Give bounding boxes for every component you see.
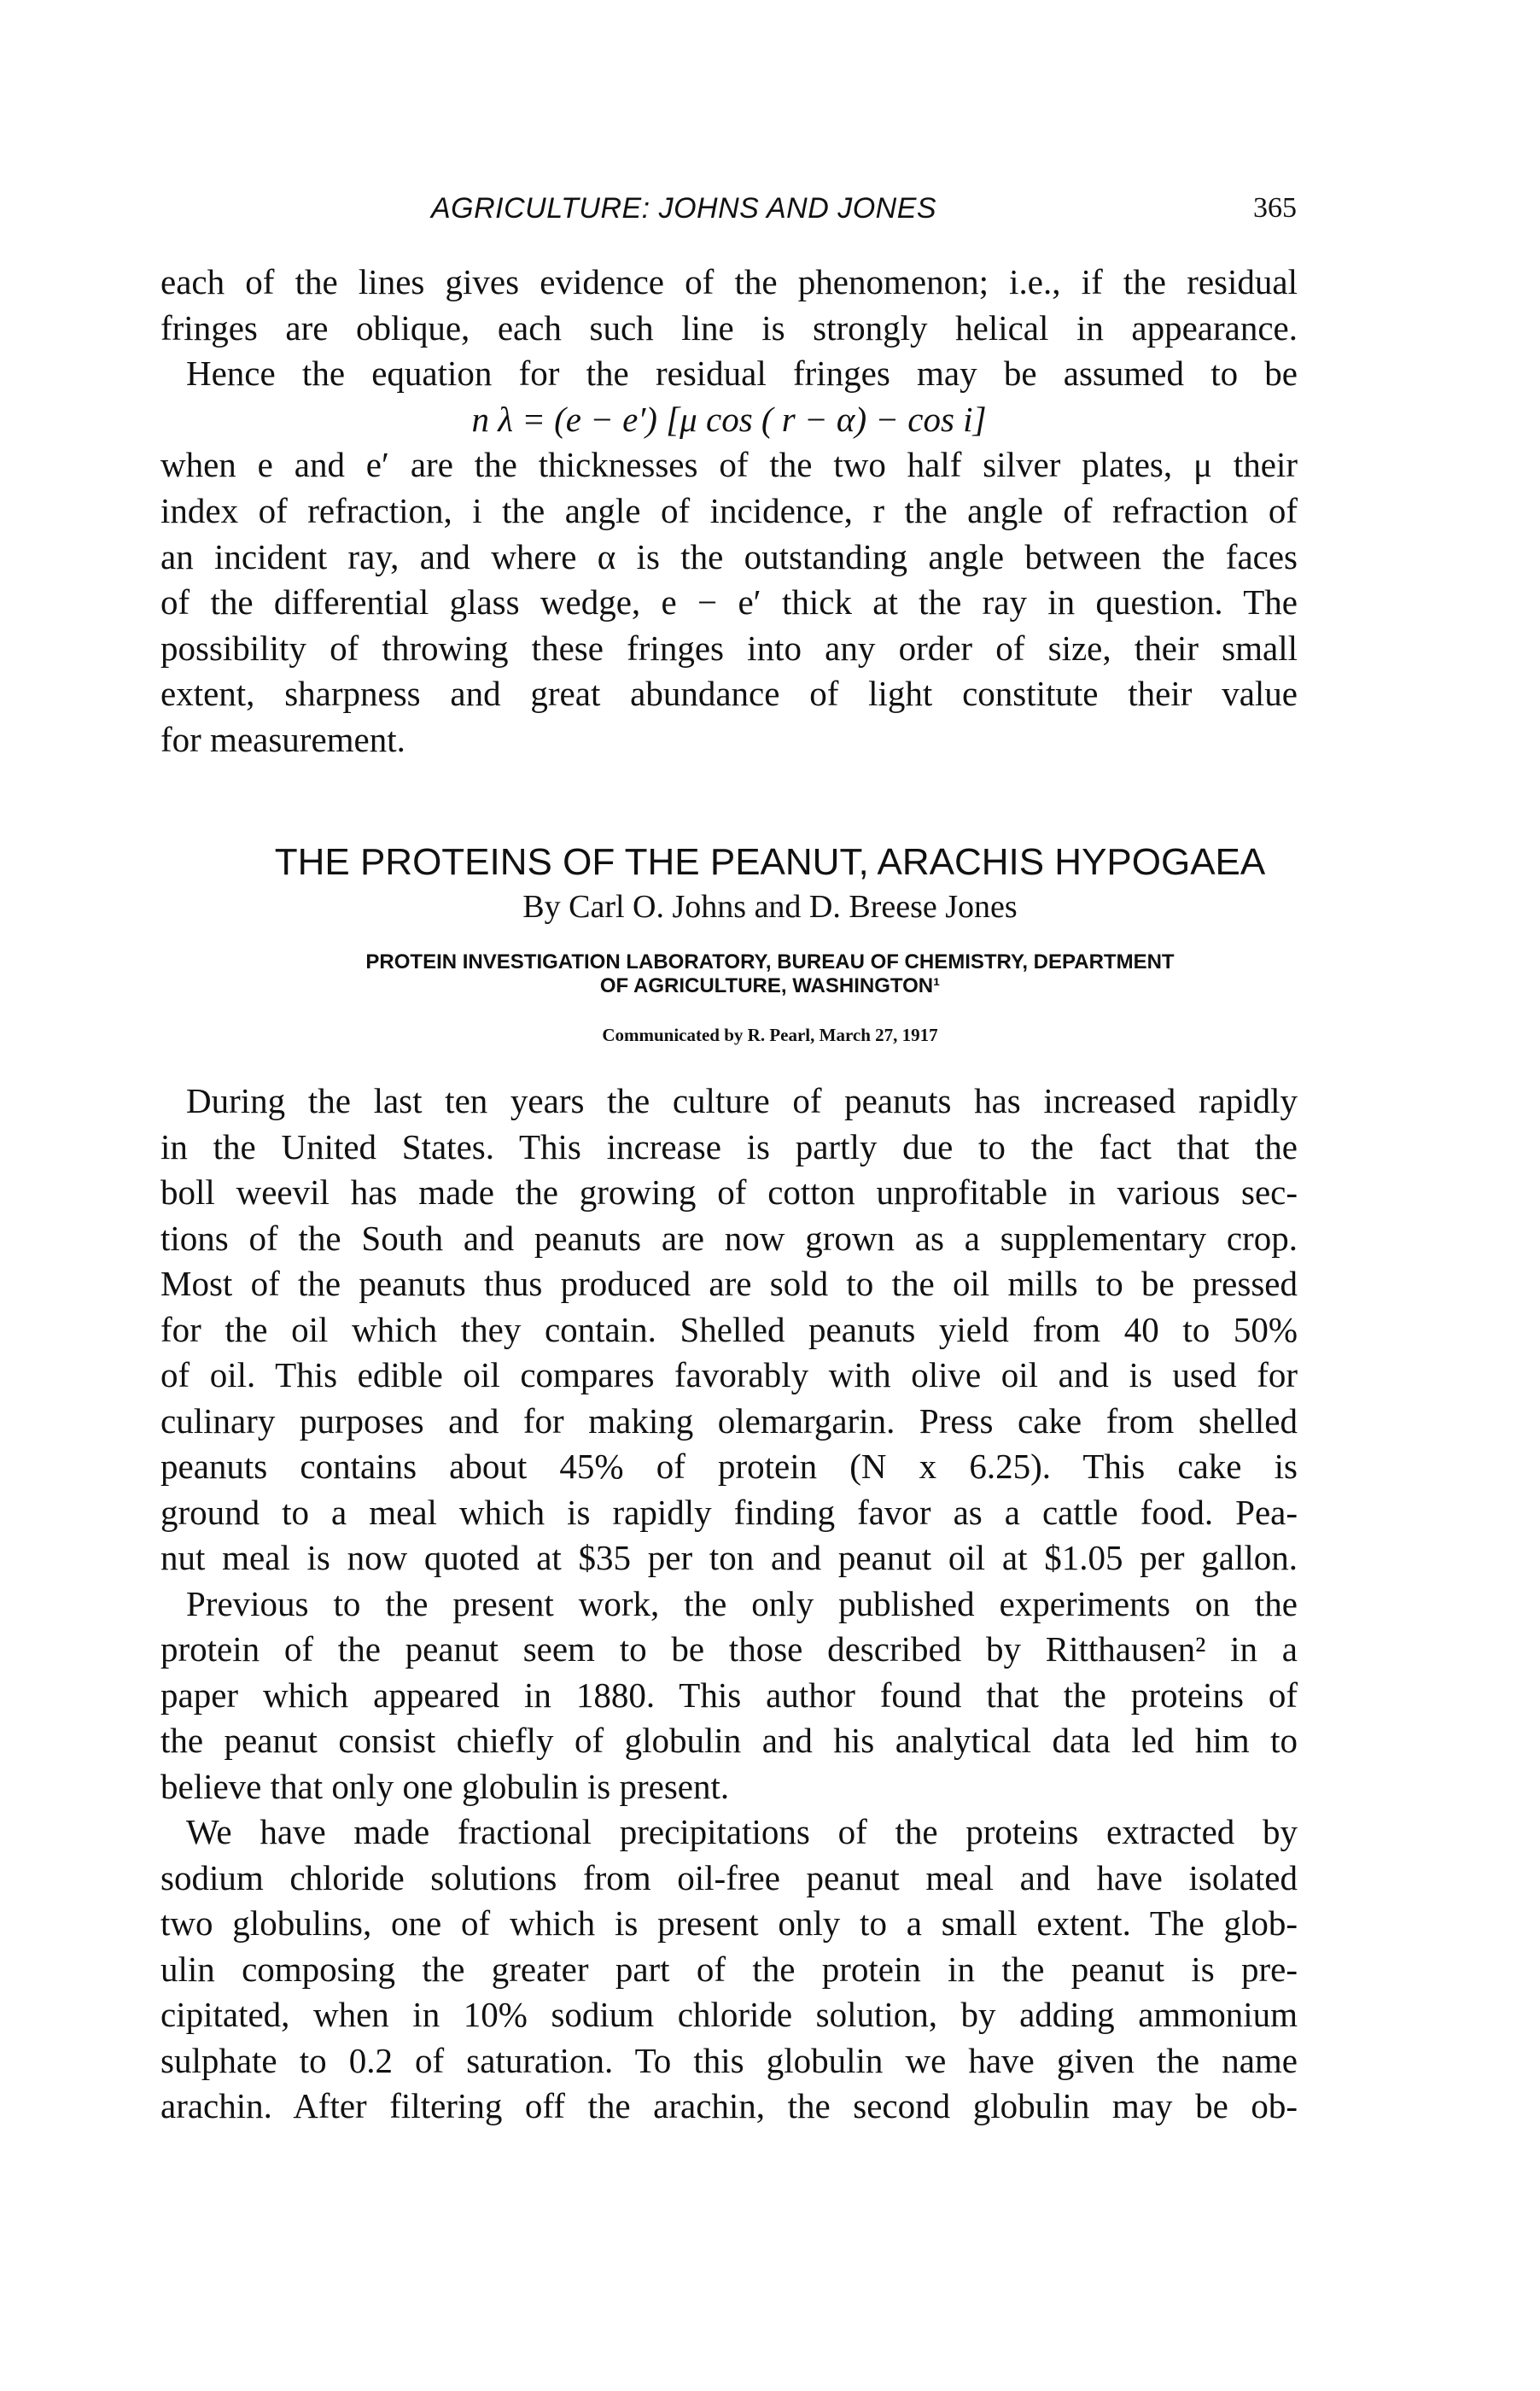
- affiliation-line-1: PROTEIN INVESTIGATION LABORATORY, BUREAU OF CHEMISTRY, DEPARTMENT: [365, 950, 1175, 973]
- equation: n λ = (e − e′) [μ cos ( r − α) − cos i]: [471, 399, 987, 439]
- text-line: Most of the peanuts thus produced are sold to the oil mills to be pressed: [160, 1264, 1298, 1303]
- text-line: Previous to the present work, the only published experiments on the: [186, 1583, 1298, 1623]
- text-line: two globulins, one of which is present only to a small extent. The glob-: [160, 1903, 1298, 1943]
- text-line: arachin. After filtering off the arachin, the second globulin may be ob-: [160, 2086, 1298, 2125]
- text-line: ground to a meal which is rapidly finding favor as a cattle food. Pea-: [160, 1492, 1298, 1532]
- text-line: tions of the South and peanuts are now grown as a supplementary crop.: [160, 1218, 1298, 1258]
- page-number: 365: [1253, 192, 1297, 224]
- text-line: boll weevil has made the growing of cotton unprofitable in various sec-: [160, 1172, 1298, 1212]
- running-head: AGRICULTURE: JOHNS AND JONES: [431, 192, 937, 225]
- text-line: fringes are oblique, each such line is strongly helical in appearance.: [160, 307, 1298, 348]
- text-line: During the last ten years the culture of peanuts has increased rapidly: [186, 1081, 1298, 1120]
- text-line: paper which appeared in 1880. This author found that the proteins of: [160, 1675, 1298, 1715]
- text-line: when e and e′ are the thicknesses of the two half silver plates, μ their: [160, 445, 1298, 485]
- text-line: protein of the peanut seem to be those described by Ritthausen² in a: [160, 1629, 1298, 1669]
- article-title: THE PROTEINS OF THE PEANUT, ARACHIS HYPOGAEA: [274, 841, 1266, 883]
- text-line: cipitated, when in 10% sodium chloride solution, by adding ammonium: [160, 1995, 1298, 2034]
- text-line: of oil. This edible oil compares favorably with olive oil and is used for: [160, 1355, 1298, 1394]
- text-line: for the oil which they contain. Shelled peanuts yield from 40 to 50%: [160, 1309, 1298, 1349]
- text-line: believe that only one globulin is present.: [160, 1766, 730, 1806]
- text-line: nut meal is now quoted at $35 per ton and peanut oil at $1.05 per gallon.: [160, 1538, 1298, 1577]
- text-line: an incident ray, and where α is the outstanding angle between the faces: [160, 536, 1298, 576]
- text-line: We have made fractional precipitations of the proteins extracted by: [186, 1812, 1298, 1851]
- communicated-line: Communicated by R. Pearl, March 27, 1917: [602, 1025, 938, 1045]
- text-line: index of refraction, i the angle of incidence, r the angle of refraction of: [160, 491, 1298, 530]
- article-byline: By Carl O. Johns and D. Breese Jones: [522, 889, 1018, 925]
- text-line: possibility of throwing these fringes into any order of size, their small: [160, 628, 1298, 668]
- text-line: extent, sharpness and great abundance of light constitute their value: [160, 674, 1298, 714]
- text-line: of the differential glass wedge, e − e′ thick at the ray in question. The: [160, 582, 1298, 623]
- text-line: peanuts contains about 45% of protein (N x 6.25). This cake is: [160, 1447, 1298, 1486]
- text-line: for measurement.: [160, 720, 405, 759]
- affiliation-line-2: OF AGRICULTURE, WASHINGTON¹: [599, 974, 941, 997]
- text-line: ulin composing the greater part of the protein in the peanut is pre-: [160, 1949, 1298, 1989]
- text-line: the peanut consist chiefly of globulin and his analytical data led him to: [160, 1721, 1298, 1760]
- text-line: culinary purposes and for making olemargarin. Press cake from shelled: [160, 1400, 1298, 1441]
- text-line: sulphate to 0.2 of saturation. To this globulin we have given the name: [160, 2040, 1298, 2080]
- text-line: in the United States. This increase is partly due to the fact that the: [160, 1126, 1298, 1166]
- text-line: sodium chloride solutions from oil-free peanut meal and have isolated: [160, 1857, 1298, 1897]
- text-line: Hence the equation for the residual fringes may be assumed to be: [186, 354, 1298, 394]
- text-line: each of the lines gives evidence of the phenomenon; i.e., if the residual: [160, 262, 1298, 301]
